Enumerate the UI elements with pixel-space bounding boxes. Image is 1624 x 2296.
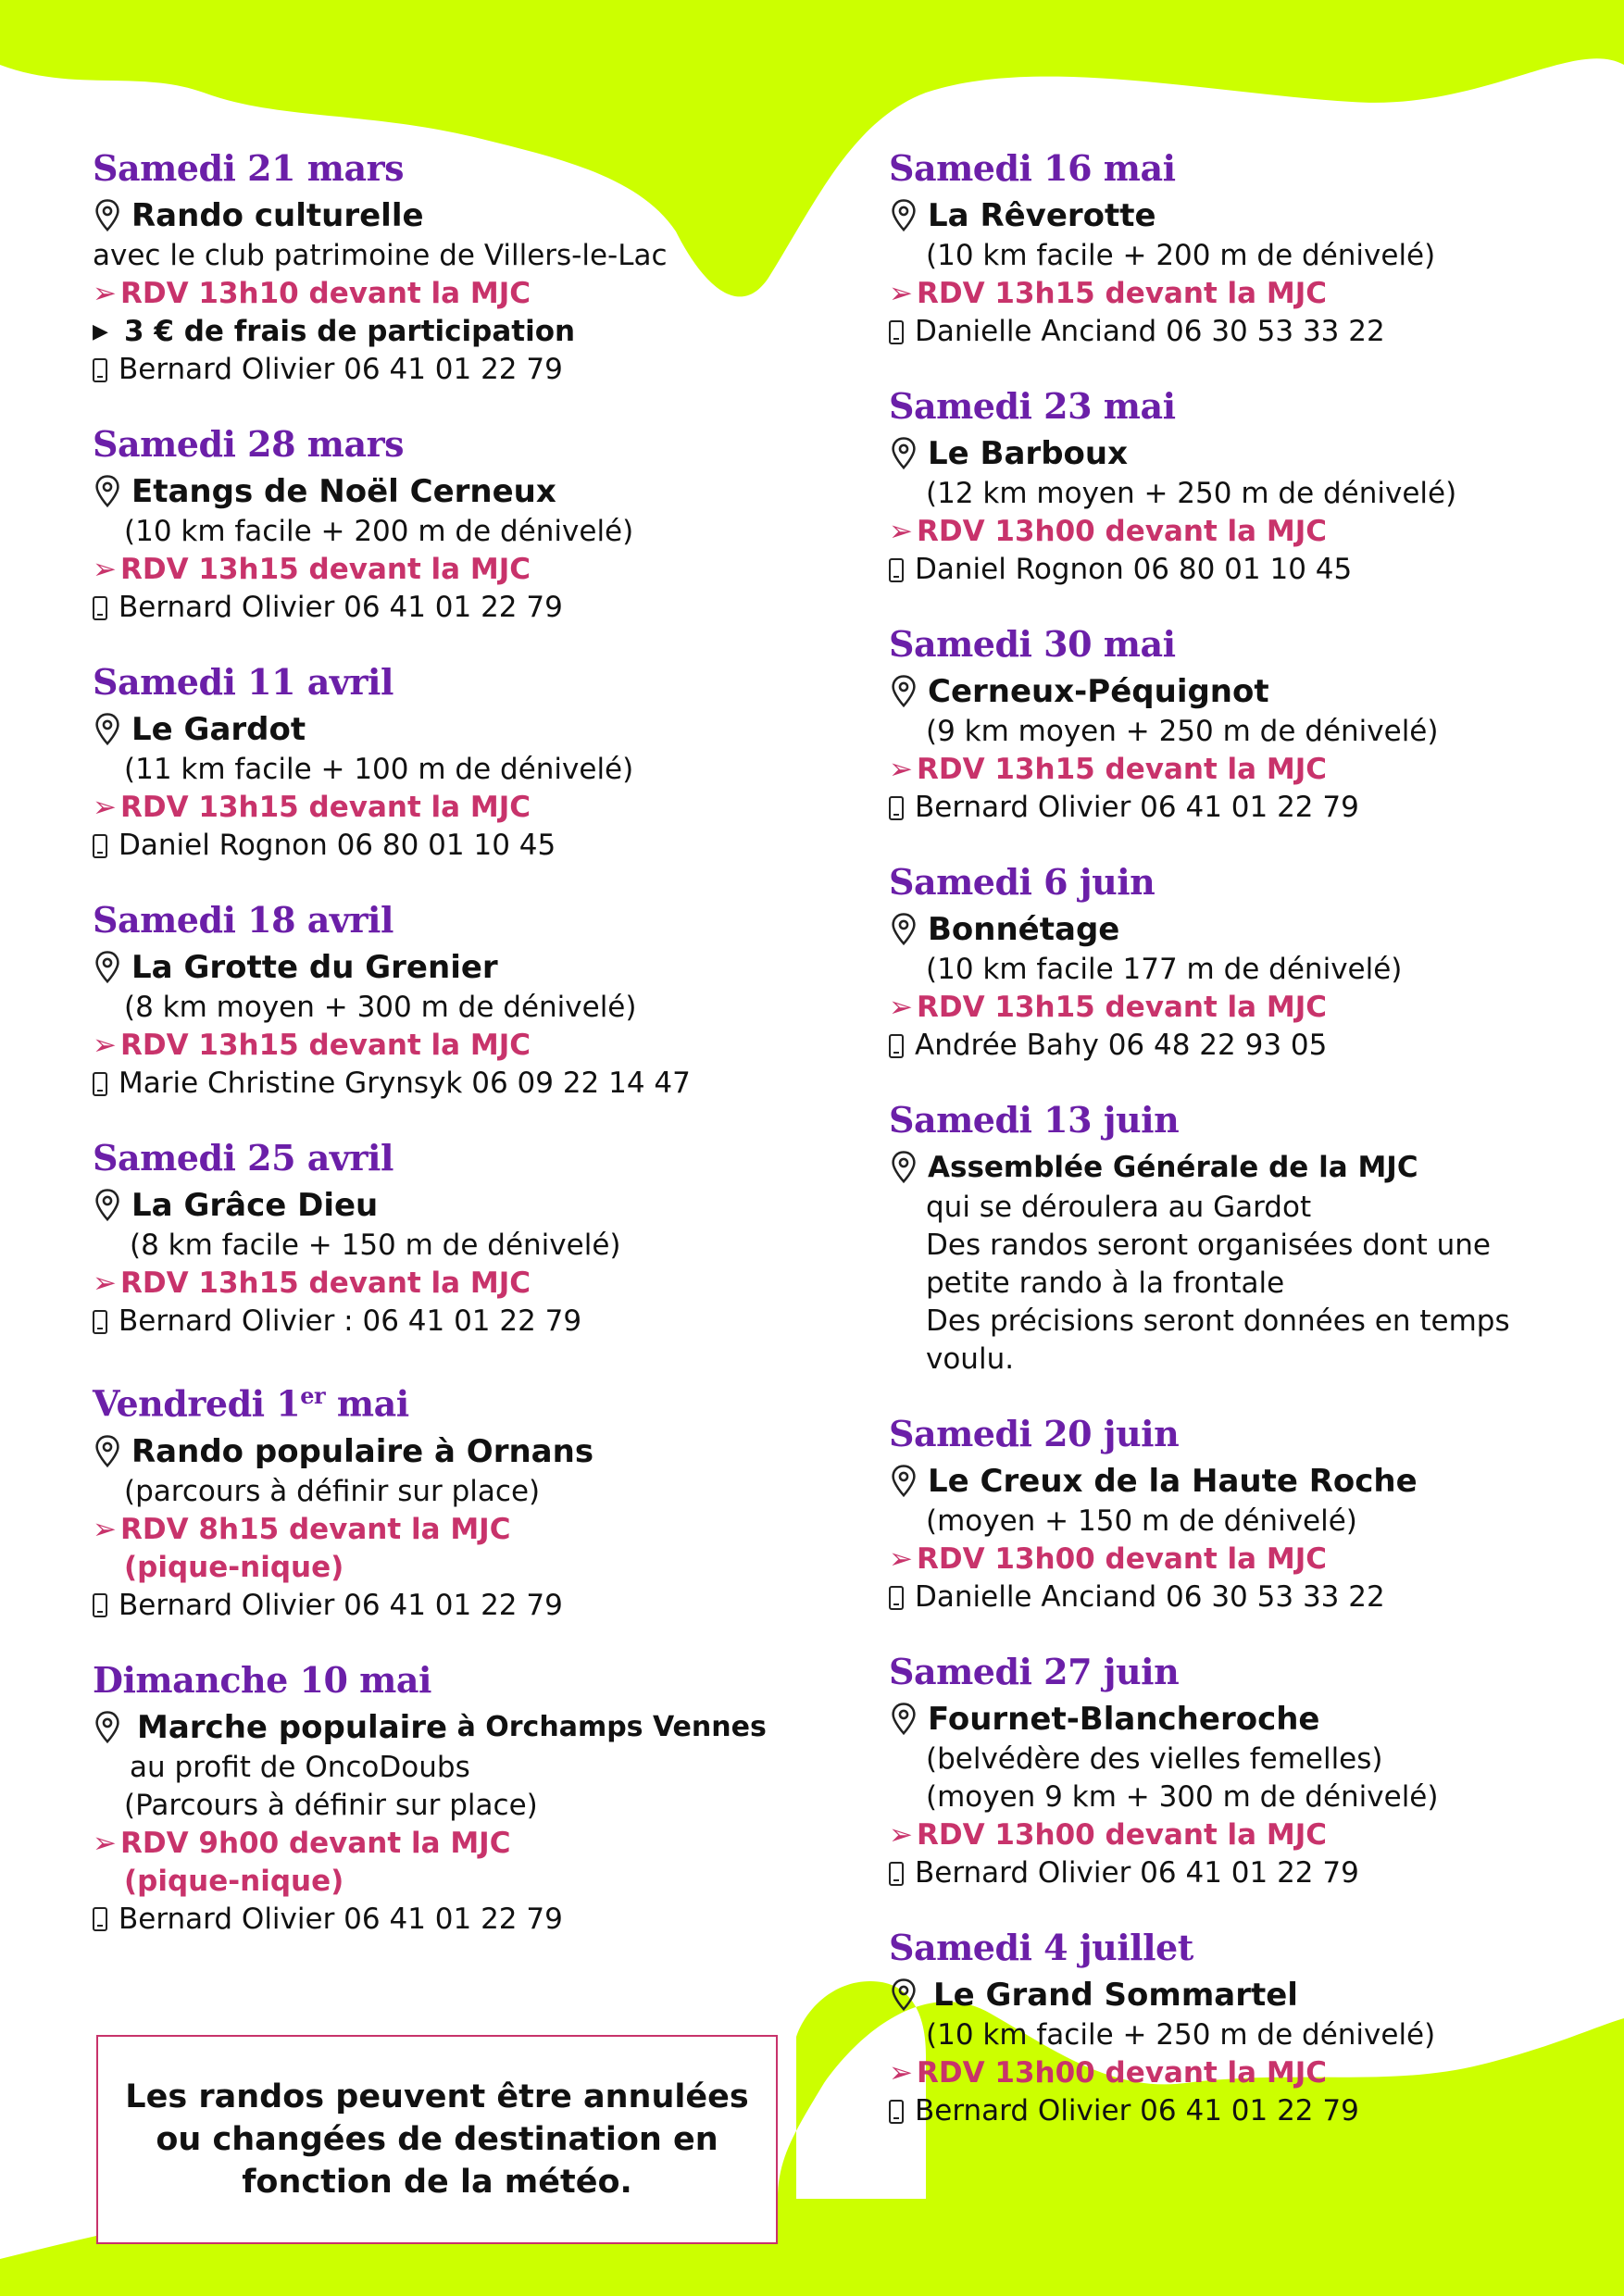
- phone-icon: [889, 1586, 904, 1610]
- event-28-mars: [93, 422, 796, 627]
- event-date: Samedi 4 juillet: [889, 1927, 1193, 1968]
- map-pin-icon: [889, 674, 918, 709]
- event-title-text: Le Barboux: [928, 435, 1129, 472]
- event-18-avril: [93, 898, 796, 1103]
- event-desc: avec le club patrimoine de Villers-le-Lac: [93, 239, 668, 272]
- phone-icon: [889, 1862, 904, 1886]
- event-contact: [889, 1578, 1593, 1616]
- event-rdv-text: RDV 13h15 devant la MJC: [917, 277, 1328, 310]
- event-rdv: [889, 989, 1593, 1027]
- event-contact: [93, 1065, 796, 1103]
- arrow-right-icon: ➢: [889, 1818, 913, 1852]
- event-desc: (Parcours à définir sur place): [124, 1788, 538, 1822]
- event-23-mai: [889, 384, 1593, 589]
- event-contact-text: Andrée Bahy 06 48 22 93 05: [915, 1029, 1328, 1062]
- phone-icon: [93, 358, 107, 382]
- event-rdv-text: RDV 8h15 devant la MJC: [120, 1512, 511, 1546]
- map-pin-icon: [93, 198, 122, 233]
- event-date: Samedi 27 juin: [889, 1651, 1180, 1692]
- event-title: [93, 946, 796, 989]
- event-title-text: Cerneux-Péquignot: [928, 673, 1269, 710]
- event-title-text: Assemblée Générale de la MJC: [928, 1151, 1418, 1184]
- event-title: [889, 432, 1593, 475]
- event-rdv: [93, 1511, 796, 1549]
- event-contact-text: Danielle Anciand 06 30 53 33 22: [915, 315, 1385, 348]
- event-title: [93, 470, 796, 513]
- event-contact-text: Bernard Olivier 06 41 01 22 79: [915, 791, 1359, 824]
- event-title-place: à Orchamps Vennes: [447, 1710, 767, 1743]
- event-20-juin: [889, 1412, 1593, 1616]
- event-desc: (10 km facile + 200 m de dénivelé): [124, 515, 634, 548]
- event-rdv-text: RDV 13h15 devant la MJC: [120, 1029, 531, 1062]
- event-title: [93, 1184, 796, 1227]
- event-contact: [93, 827, 796, 865]
- event-title: [889, 1698, 1593, 1741]
- event-title-text: La Grotte du Grenier: [131, 949, 498, 986]
- event-desc: petite rando à la frontale: [926, 1267, 1285, 1300]
- map-pin-icon: [889, 1702, 918, 1737]
- map-pin-icon: [889, 198, 918, 233]
- event-rdv: [889, 1816, 1593, 1854]
- phone-icon: [93, 1593, 107, 1617]
- event-contact: [889, 313, 1593, 351]
- event-date: Samedi 18 avril: [93, 899, 394, 941]
- event-contact: [93, 1587, 796, 1625]
- event-rdv-text: RDV 13h15 devant la MJC: [120, 791, 531, 824]
- map-pin-icon: [93, 950, 122, 985]
- event-rdv-text: RDV 13h00 devant la MJC: [917, 515, 1328, 548]
- event-date: Samedi 28 mars: [93, 423, 405, 465]
- event-13-juin: [889, 1098, 1593, 1379]
- event-25-avril: [93, 1136, 796, 1341]
- map-pin-icon: [93, 1188, 122, 1223]
- event-date: Samedi 11 avril: [93, 661, 394, 703]
- event-rdv: [889, 2054, 1593, 2092]
- arrow-right-icon: ➢: [93, 1512, 117, 1546]
- event-contact-text: Bernard Olivier 06 41 01 22 79: [119, 353, 563, 386]
- event-contact: [889, 789, 1593, 827]
- event-date: Samedi 30 mai: [889, 623, 1176, 665]
- event-contact: [93, 1901, 796, 1939]
- event-fee-text: 3 € de frais de participation: [124, 315, 576, 348]
- arrow-right-icon: ➢: [889, 515, 913, 548]
- event-title: [889, 908, 1593, 951]
- event-title: [889, 1460, 1593, 1503]
- event-date-suffix: mai: [325, 1382, 409, 1425]
- arrow-right-icon: ➢: [93, 1826, 117, 1860]
- event-desc: (9 km moyen + 250 m de dénivelé): [926, 715, 1439, 748]
- event-rdv: [889, 513, 1593, 551]
- event-10-mai: [93, 1658, 796, 1939]
- event-desc: (belvédère des vielles femelles): [926, 1742, 1383, 1776]
- event-16-mai: [889, 146, 1593, 351]
- arrow-right-icon: ➢: [889, 277, 913, 310]
- event-desc: Des randos seront organisées dont une: [926, 1229, 1491, 1262]
- arrow-right-icon: ➢: [889, 2056, 913, 2090]
- event-date: Samedi 13 juin: [889, 1099, 1180, 1141]
- event-contact-text: Bernard Olivier 06 41 01 22 79: [119, 1588, 563, 1622]
- map-pin-icon: [93, 474, 122, 509]
- event-title: [93, 1430, 796, 1473]
- event-contact-text: Bernard Olivier 06 41 01 22 79: [915, 2094, 1359, 2128]
- event-desc: (11 km facile + 100 m de dénivelé): [124, 753, 634, 786]
- event-date: Samedi 21 mars: [93, 147, 405, 189]
- event-rdv-text: RDV 13h00 devant la MJC: [917, 1542, 1328, 1576]
- event-contact: [93, 589, 796, 627]
- phone-icon: [889, 320, 904, 344]
- event-contact: [889, 551, 1593, 589]
- event-title-text: Le Creux de la Haute Roche: [928, 1463, 1418, 1500]
- event-date: Samedi 20 juin: [889, 1413, 1180, 1454]
- event-rdv-text: RDV 13h15 devant la MJC: [917, 753, 1328, 786]
- phone-icon: [889, 558, 904, 582]
- map-pin-icon: [93, 712, 122, 747]
- phone-icon: [93, 1310, 107, 1334]
- event-desc: (10 km facile + 200 m de dénivelé): [926, 239, 1436, 272]
- event-contact-text: Danielle Anciand 06 30 53 33 22: [915, 1580, 1385, 1614]
- event-title: [93, 1706, 796, 1749]
- event-title: [889, 670, 1593, 713]
- arrow-right-icon: ➢: [93, 791, 117, 824]
- arrow-right-icon: ➢: [889, 1542, 913, 1576]
- event-rdv-text: RDV 13h15 devant la MJC: [120, 1267, 531, 1300]
- event-contact: [889, 1854, 1593, 1892]
- event-rdv: [889, 751, 1593, 789]
- event-desc: (10 km facile 177 m de dénivelé): [926, 953, 1403, 986]
- event-27-juin: [889, 1650, 1593, 1892]
- right-column: [889, 146, 1593, 2164]
- event-contact-text: Bernard Olivier 06 41 01 22 79: [915, 1856, 1359, 1890]
- phone-icon: [93, 834, 107, 858]
- event-rdv: [93, 275, 796, 313]
- event-contact-text: Daniel Rognon 06 80 01 10 45: [915, 553, 1353, 586]
- event-contact-text: Marie Christine Grynsyk 06 09 22 14 47: [119, 1067, 691, 1100]
- event-desc: (8 km facile + 150 m de dénivelé): [130, 1229, 621, 1262]
- map-pin-icon: [889, 1464, 918, 1499]
- event-title: [93, 194, 796, 237]
- triangle-right-icon: ▶: [93, 320, 108, 343]
- event-title-text: Bonnétage: [928, 911, 1120, 948]
- event-rdv-text: RDV 9h00 devant la MJC: [120, 1826, 511, 1860]
- phone-icon: [889, 2100, 904, 2124]
- left-column: [93, 146, 796, 1972]
- event-rdv: [93, 1825, 796, 1863]
- event-title: [93, 708, 796, 751]
- event-desc: qui se déroulera au Gardot: [926, 1191, 1312, 1224]
- event-title-text: Fournet-Blancheroche: [928, 1701, 1320, 1738]
- event-6-juin: [889, 860, 1593, 1065]
- arrow-right-icon: ➢: [93, 1267, 117, 1300]
- event-date: Samedi 25 avril: [93, 1137, 394, 1179]
- event-contact-text: Bernard Olivier : 06 41 01 22 79: [119, 1304, 582, 1338]
- event-11-avril: [93, 660, 796, 865]
- event-title-text: Rando populaire à Ornans: [131, 1432, 594, 1470]
- event-rdv-text: RDV 13h15 devant la MJC: [917, 991, 1328, 1024]
- event-30-mai: [889, 622, 1593, 827]
- event-contact-text: Daniel Rognon 06 80 01 10 45: [119, 829, 556, 862]
- event-title-text: Etangs de Noël Cerneux: [131, 473, 556, 510]
- map-pin-icon: [889, 912, 918, 947]
- event-title-text: Le Grand Sommartel: [933, 1977, 1298, 2014]
- phone-icon: [889, 1034, 904, 1058]
- phone-icon: [93, 1907, 107, 1931]
- weather-notice: Les randos peuvent être annulées ou changées de destination en fonction de la météo.: [96, 2035, 778, 2244]
- event-rdv-text: RDV 13h10 devant la MJC: [120, 277, 531, 310]
- phone-icon: [889, 796, 904, 820]
- event-4-juillet: [889, 1926, 1593, 2130]
- event-desc: (10 km facile + 250 m de dénivelé): [926, 2018, 1436, 2052]
- event-date: Samedi 16 mai: [889, 147, 1176, 189]
- event-desc: (moyen 9 km + 300 m de dénivelé): [926, 1780, 1439, 1814]
- event-rdv: [93, 1027, 796, 1065]
- event-title: [889, 1146, 1593, 1189]
- event-rdv: [889, 275, 1593, 313]
- event-rdv-extra: (pique-nique): [124, 1864, 344, 1898]
- event-contact: [93, 351, 796, 389]
- event-title-text: La Grâce Dieu: [131, 1187, 379, 1224]
- event-1-mai: [93, 1374, 796, 1625]
- arrow-right-icon: ➢: [93, 553, 117, 586]
- event-title: [889, 194, 1593, 237]
- event-desc: au profit de OncoDoubs: [130, 1750, 470, 1784]
- map-pin-icon: [93, 1710, 122, 1745]
- map-pin-icon: [889, 436, 918, 471]
- event-date-prefix: Vendredi 1: [93, 1382, 301, 1425]
- event-date: Samedi 23 mai: [889, 385, 1176, 427]
- event-desc: (moyen + 150 m de dénivelé): [926, 1504, 1357, 1538]
- arrow-right-icon: ➢: [93, 277, 117, 310]
- event-rdv: [889, 1541, 1593, 1578]
- event-rdv: [93, 789, 796, 827]
- event-date: Samedi 6 juin: [889, 861, 1156, 903]
- event-title-text: Marche populaire: [137, 1708, 448, 1746]
- event-desc: voulu.: [926, 1342, 1015, 1376]
- event-rdv-text: RDV 13h00 devant la MJC: [917, 2056, 1328, 2090]
- event-contact-text: Bernard Olivier 06 41 01 22 79: [119, 1902, 563, 1936]
- event-rdv: [93, 1265, 796, 1303]
- event-desc: Des précisions seront données en temps: [926, 1304, 1510, 1338]
- map-pin-icon: [93, 1434, 122, 1469]
- event-contact: [889, 2092, 1593, 2130]
- event-title-text: La Rêverotte: [928, 197, 1156, 234]
- event-rdv-text: RDV 13h00 devant la MJC: [917, 1818, 1328, 1852]
- map-pin-icon: [889, 1150, 918, 1185]
- event-title: [889, 1974, 1593, 2016]
- event-title-text: Le Gardot: [131, 711, 306, 748]
- event-date: [93, 1374, 796, 1427]
- event-date-sup: er: [300, 1382, 326, 1409]
- event-rdv-extra: (pique-nique): [124, 1550, 344, 1584]
- event-contact: [889, 1027, 1593, 1065]
- arrow-right-icon: ➢: [93, 1029, 117, 1062]
- event-21-mars: [93, 146, 796, 389]
- event-desc: (8 km moyen + 300 m de dénivelé): [124, 991, 637, 1024]
- event-contact-text: Bernard Olivier 06 41 01 22 79: [119, 591, 563, 624]
- event-contact: [93, 1303, 796, 1341]
- event-fee: [93, 313, 796, 351]
- event-date: Dimanche 10 mai: [93, 1658, 431, 1701]
- phone-icon: [93, 596, 107, 620]
- map-pin-icon: [889, 1978, 918, 2013]
- event-desc: (12 km moyen + 250 m de dénivelé): [926, 477, 1457, 510]
- event-rdv: [93, 551, 796, 589]
- event-title-text: Rando culturelle: [131, 197, 424, 234]
- phone-icon: [93, 1072, 107, 1096]
- arrow-right-icon: ➢: [889, 991, 913, 1024]
- arrow-right-icon: ➢: [889, 753, 913, 786]
- event-rdv-text: RDV 13h15 devant la MJC: [120, 553, 531, 586]
- event-desc: (parcours à définir sur place): [124, 1474, 541, 1508]
